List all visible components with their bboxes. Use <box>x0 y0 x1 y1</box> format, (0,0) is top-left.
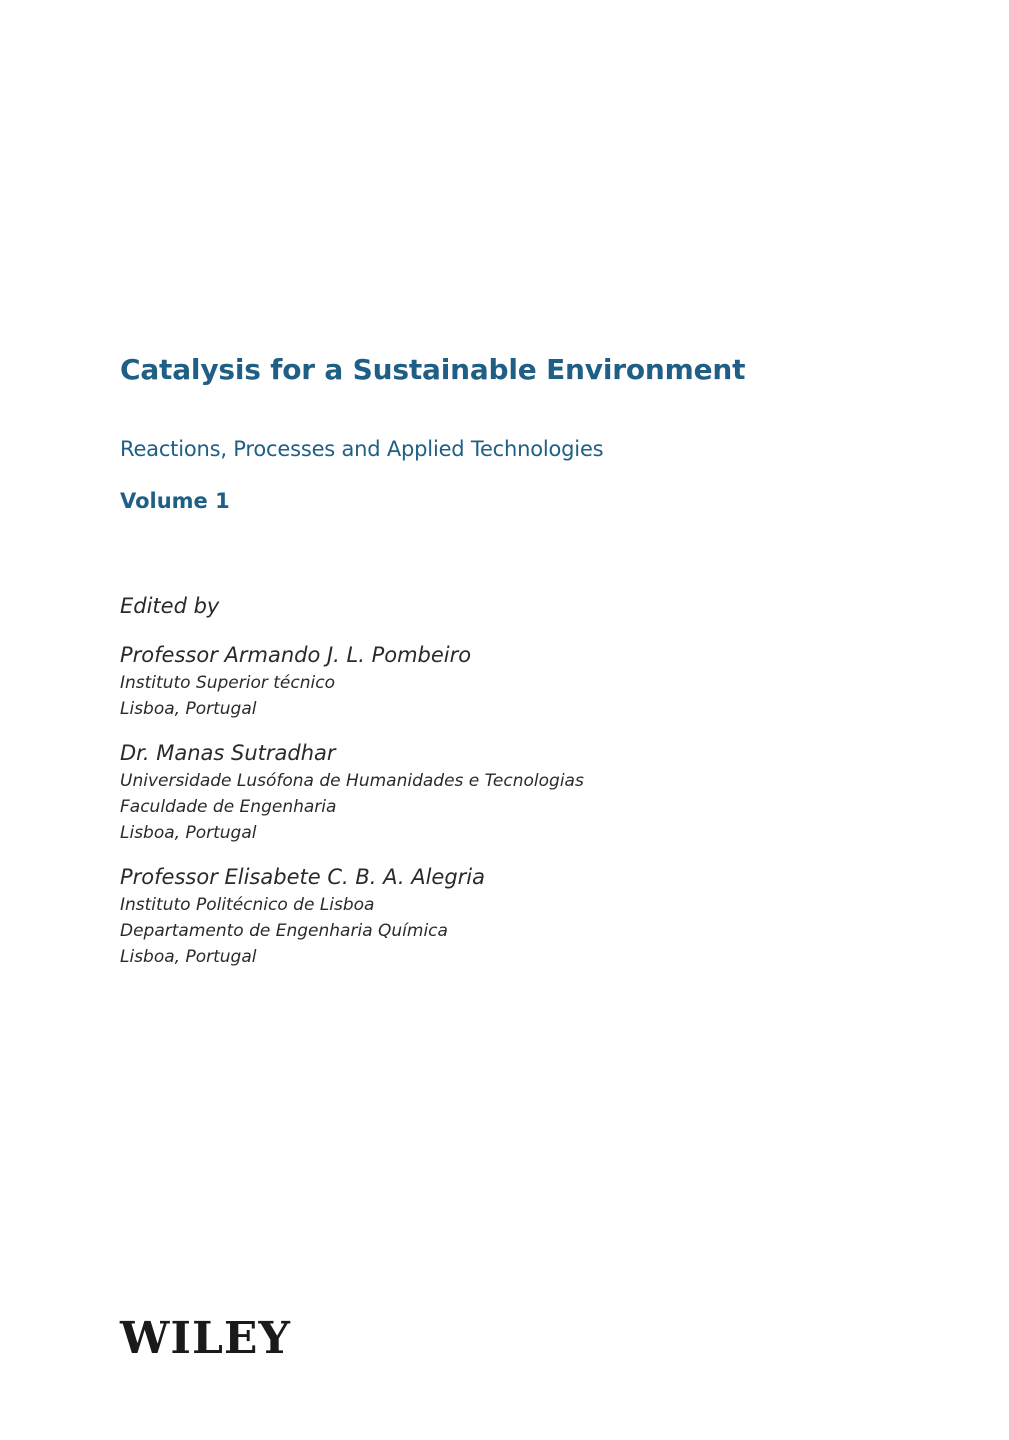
editor-block <box>120 739 584 846</box>
publisher-logo: WILEY <box>120 1313 291 1364</box>
editor-affiliation-line: Instituto Politécnico de Lisboa <box>120 895 375 915</box>
edited-by-label: Edited by <box>120 594 220 618</box>
editor-name: Dr. Manas Sutradhar <box>120 741 336 765</box>
editor-affiliation-line: Universidade Lusófona de Humanidades e Tecnologias <box>120 771 584 791</box>
editor-affiliation-line: Faculdade de Engenharia <box>120 797 337 817</box>
editor-affiliation-line: Lisboa, Portugal <box>120 699 257 719</box>
editor-name: Professor Armando J. L. Pombeiro <box>120 643 472 667</box>
book-title: Catalysis for a Sustainable Environment <box>120 353 746 386</box>
editor-affiliation-line: Lisboa, Portugal <box>120 947 257 967</box>
editor-block <box>120 641 471 722</box>
book-subtitle: Reactions, Processes and Applied Technologies <box>120 437 604 461</box>
editor-affiliation-line: Lisboa, Portugal <box>120 823 257 843</box>
editor-affiliation-line: Instituto Superior técnico <box>120 673 335 693</box>
editor-block <box>120 863 485 970</box>
editor-affiliation-line: Departamento de Engenharia Química <box>120 921 448 941</box>
editor-name: Professor Elisabete C. B. A. Alegria <box>120 865 485 889</box>
volume-label: Volume 1 <box>120 489 230 513</box>
